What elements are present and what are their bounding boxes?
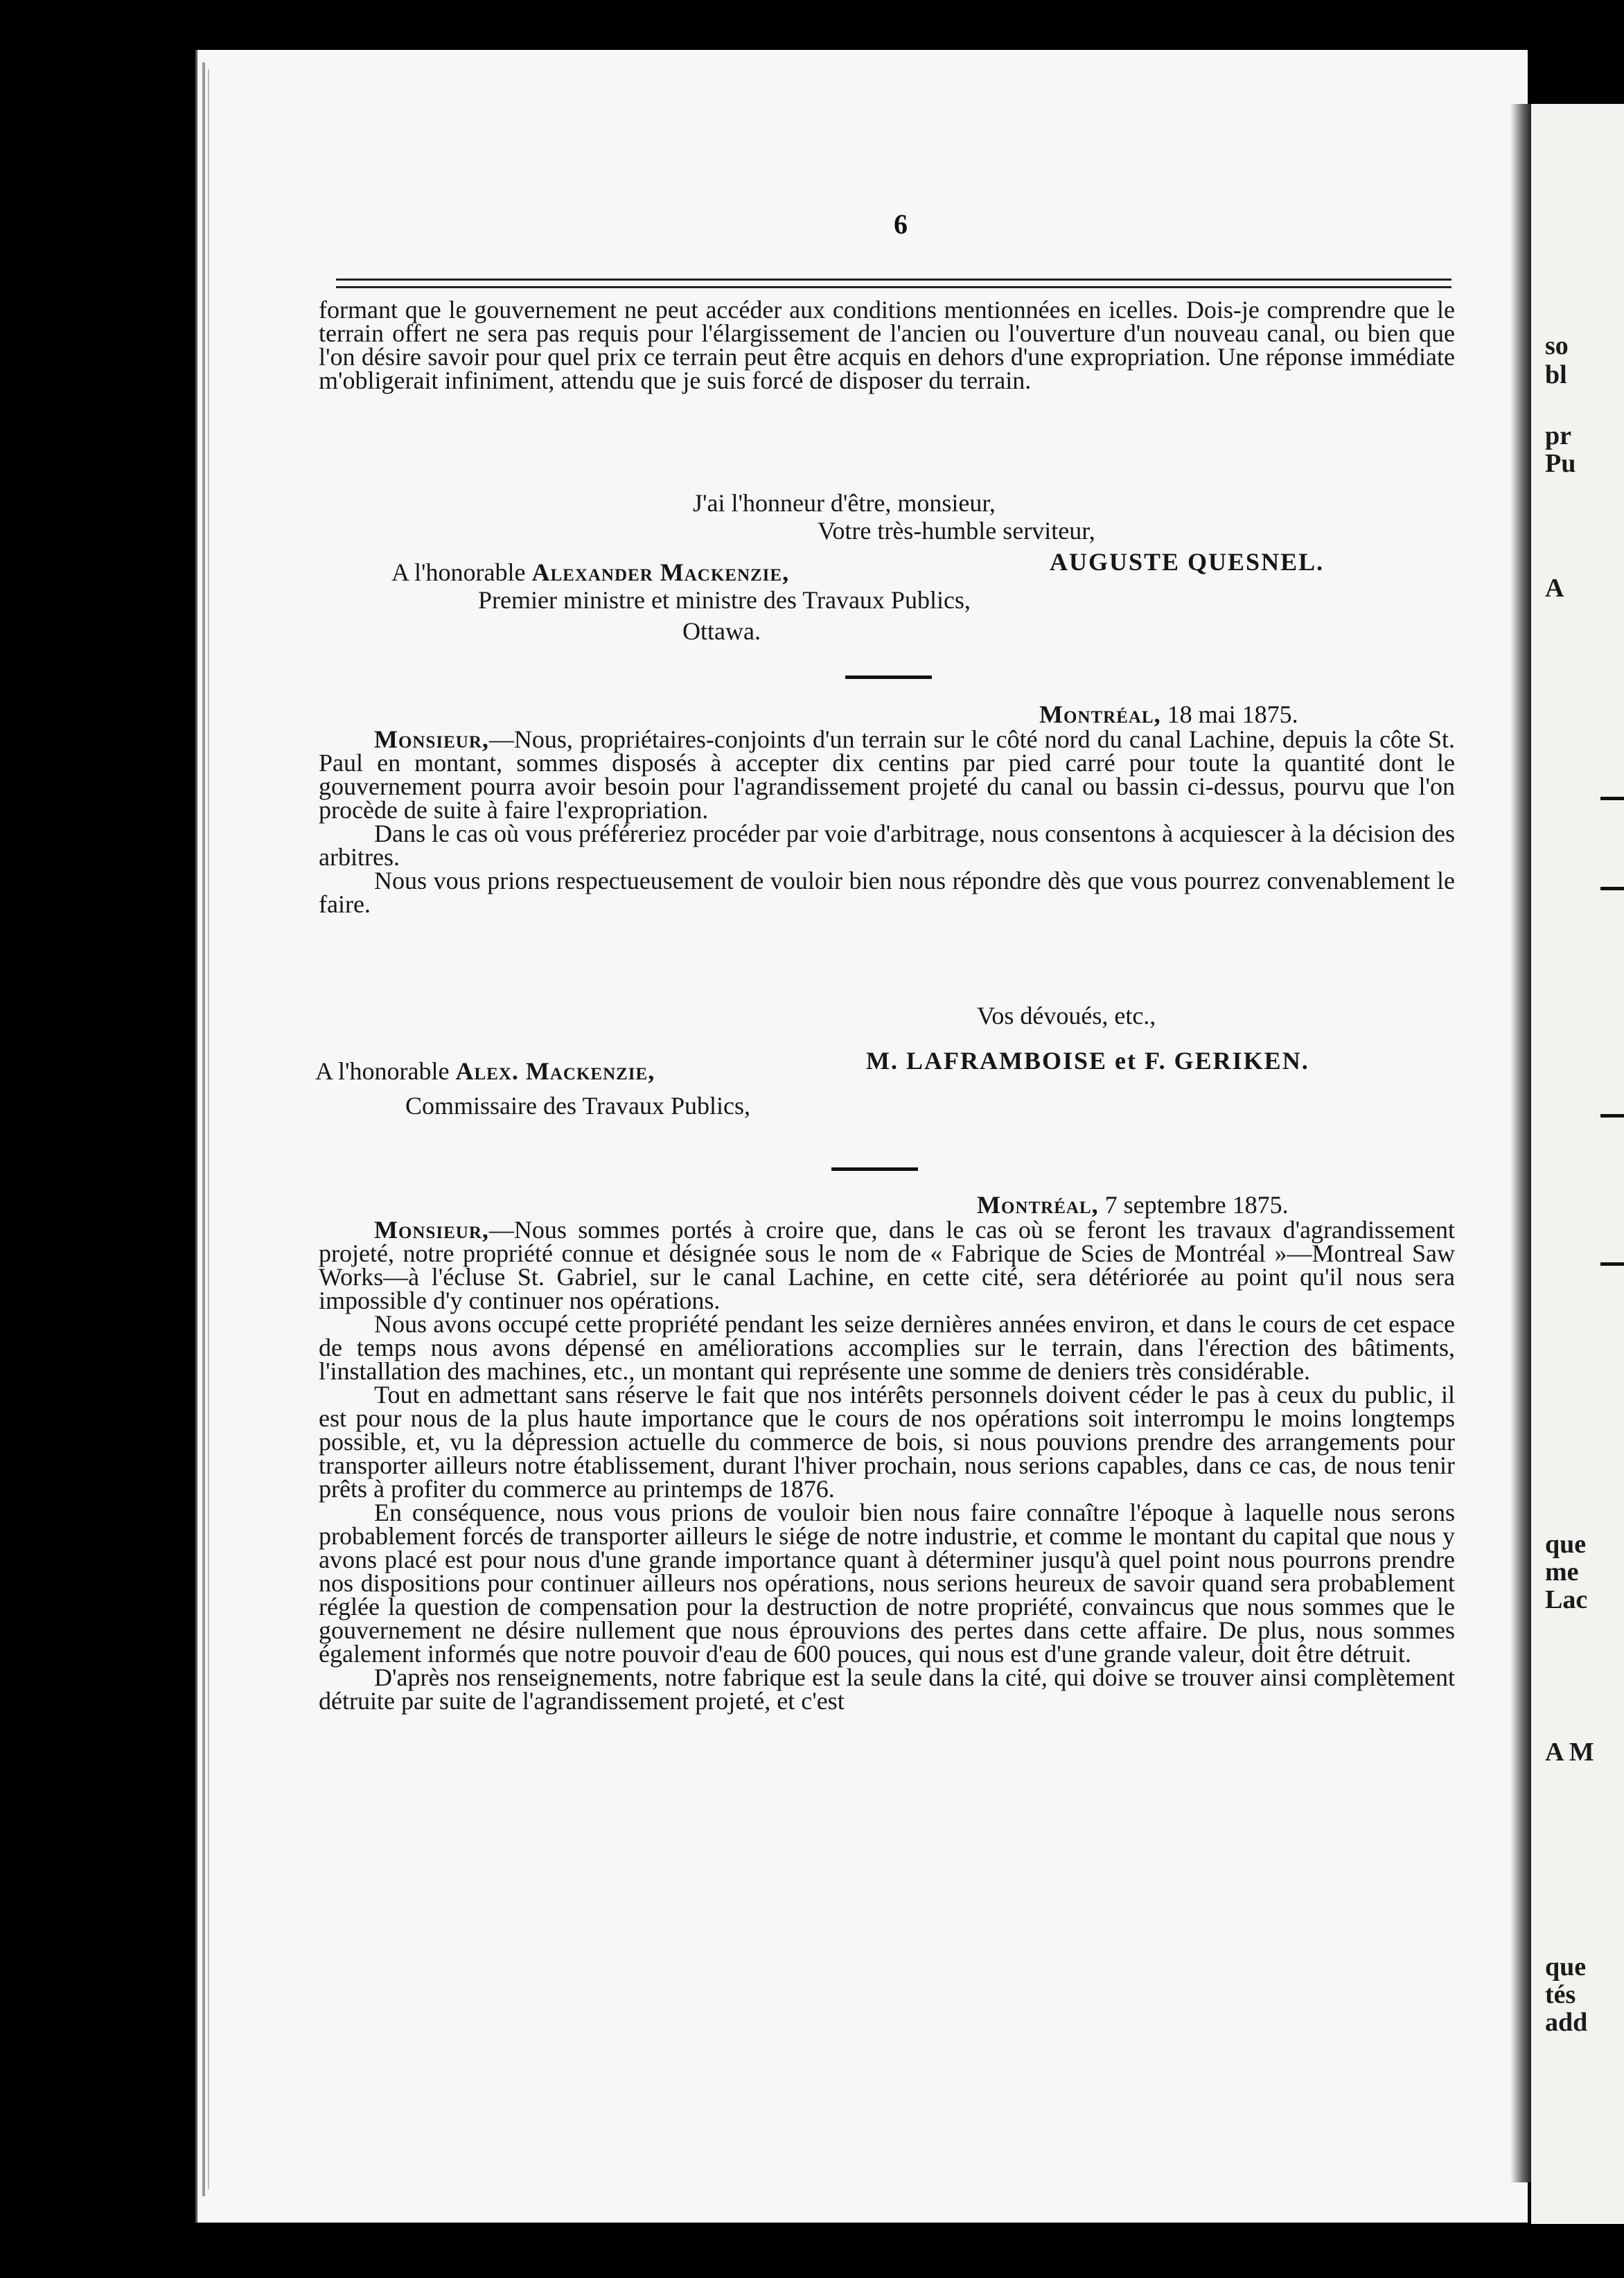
letter-2-addressee — [315, 1057, 655, 1086]
letter-1-addressee — [391, 558, 789, 587]
adjacent-fragment: pr — [1545, 421, 1571, 450]
adjacent-fragment: bl — [1545, 360, 1567, 389]
letter-2-paragraph: Nous vous prions respectueusement de vouloir bien nous répondre dès que vous pourrez convenablement le faire. — [319, 867, 1455, 918]
addressee-name: Alexander Mackenzie, — [531, 558, 790, 586]
page-number: 6 — [894, 209, 908, 240]
dateline-place: Montréal, — [977, 1191, 1099, 1219]
adjacent-rule — [1600, 887, 1624, 890]
letter-3-body — [319, 1218, 1455, 1713]
section-rule — [845, 676, 932, 679]
addressee-prefix: A l'honorable — [315, 1057, 450, 1085]
letter-1-closing-1: J'ai l'honneur d'être, monsieur, — [693, 489, 996, 517]
adjacent-rule — [1600, 1262, 1624, 1266]
adjacent-fragment: que — [1545, 1952, 1587, 1981]
salutation: Monsieur, — [374, 1216, 489, 1244]
letter-3-paragraph: D'après nos renseignements, notre fabrique est la seule dans la cité, qui doive se trouver ainsi complètement détruite par suite de l'agrandissement projeté, et c'est — [319, 1663, 1455, 1715]
letter-3-paragraph: Tout en admettant sans réserve le fait que nos intérêts personnels doivent céder le pas à ceux du public, il est pour nous de la plus haute importance que le cours de nos opérations soit interrompu le moins longtemps possible, et, vu la dépression actuelle du commerce de bois, si nous pouvions prendre des arrangements pour transporter ailleurs notre établissement, durant l'hiver prochain, nous serions capables, dans ce cas, de nous tenir prêts à profiter du commerce au printemps de 1876. — [319, 1381, 1455, 1503]
adjacent-page — [1531, 104, 1624, 2224]
letter-2-dateline — [1039, 700, 1298, 729]
letter-3-paragraph: En conséquence, nous vous prions de vouloir bien nous faire connaître l'époque à laquelle nous serons probablement forcés de transporter ailleurs le siége de notre industrie, et comme le montant du capital que nous y avons placé est pour nous d'une grande importance quant à déterminer jusqu'à quel point nous pourrons prendre nos dispositions pour continuer ailleurs nos opérations, nous serions heureux de savoir quand sera probablement réglée la question de compensation pour la destruction de notre propriété, convaincus que nous sommes que le gouvernement ne désire nullement que nous éprouvions des pertes dans cette affaire. De plus, nous sommes également informés que notre pouvoir d'eau de 600 pouces, qui nous est d'une grande valeur, doit être détruit. — [319, 1499, 1455, 1668]
salutation: Monsieur, — [374, 725, 489, 753]
section-rule — [831, 1167, 918, 1171]
letter-2-signature: M. LAFRAMBOISE et F. GERIKEN. — [866, 1047, 1309, 1075]
adjacent-fragment: A — [1545, 574, 1564, 603]
dateline-date: 7 septembre 1875. — [1104, 1191, 1289, 1219]
letter-2-closing: Vos dévoués, etc., — [977, 1002, 1156, 1030]
letter-3-dateline — [977, 1190, 1289, 1219]
letter-1-signature: AUGUSTE QUESNEL. — [1050, 548, 1325, 576]
page-edge — [202, 62, 205, 2196]
letter-2-body — [319, 727, 1455, 916]
letter-1-addressee-title: Premier ministre et ministre des Travaux Publics, — [478, 586, 971, 614]
letter-2-addressee-title: Commissaire des Travaux Publics, — [405, 1092, 751, 1120]
dateline-place: Montréal, — [1039, 700, 1161, 728]
adjacent-fragment: que — [1545, 1530, 1587, 1559]
letter-1-paragraph: formant que le gouvernement ne peut accéder aux conditions mentionnées en icelles. Dois-je comprendre que le terrain offert ne sera pas requis pour l'élargissement de l'ancien ou l'ouverture d'un nouveau canal, ou bien que l'on désire savoir pour quel prix ce terrain peut être acquis en dehors d'une expropriation. Une réponse immédiate m'obligerait infiniment, attendu que je suis forcé de disposer du terrain. — [319, 296, 1455, 394]
adjacent-fragment: A M — [1545, 1738, 1594, 1767]
adjacent-fragment: Lac — [1545, 1585, 1588, 1614]
adjacent-rule — [1600, 797, 1624, 800]
letter-1-body — [319, 298, 1455, 392]
page-edge — [208, 69, 209, 2189]
addressee-prefix: A l'honorable — [391, 558, 526, 586]
adjacent-fragment: so — [1545, 331, 1569, 360]
book-gutter — [1510, 104, 1531, 2182]
adjacent-rule — [1600, 1114, 1624, 1118]
letter-3-paragraph: Nous avons occupé cette propriété pendant les seize dernières années environ, et dans le cours de cet espace de temps nous avons dépensé en améliorations accomplies sur le terrain, dans l'érection des bâtiments, l'installation des machines, etc., un montant qui représente une somme de deniers très considérable. — [319, 1310, 1455, 1385]
adjacent-fragment: me — [1545, 1557, 1579, 1587]
letter-2-paragraph: Monsieur,—Nous, propriétaires-conjoints d'un terrain sur le côté nord du canal Lachine, depuis la côte St. Paul en montant, sommes disposés à accepter dix centins par pied carré pour toute la quantité dont le gouvernement pourra avoir besoin pour l'agrandissement projeté du canal ou bassin ci-dessus, pourvu que l'on procède de suite à faire l'expropriation. — [319, 725, 1455, 824]
adjacent-fragment: add — [1545, 2008, 1588, 2037]
adjacent-fragment: Pu — [1545, 449, 1576, 478]
dateline-date: 18 mai 1875. — [1167, 700, 1298, 728]
letter-2-paragraph: Dans le cas où vous préféreriez procéder par voie d'arbitrage, nous consentons à acquiescer à la décision des arbitres. — [319, 820, 1455, 871]
letter-3-paragraph: Monsieur,—Nous sommes portés à croire que, dans le cas où se feront les travaux d'agrandissement projeté, notre propriété connue et désignée sous le nom de « Fabrique de Scies de Montréal »—Montreal Saw Works—à l'écluse St. Gabriel, sur le canal Lachine, en cette cité, sera détériorée au point qu'il nous sera impossible d'y continuer nos opérations. — [319, 1216, 1455, 1314]
letter-1-closing-2: Votre très-humble serviteur, — [818, 517, 1095, 545]
adjacent-fragment: tés — [1545, 1980, 1576, 2009]
header-rule — [336, 279, 1451, 288]
addressee-name: Alex. Mackenzie, — [455, 1057, 655, 1085]
letter-1-addressee-place: Ottawa. — [682, 617, 761, 645]
